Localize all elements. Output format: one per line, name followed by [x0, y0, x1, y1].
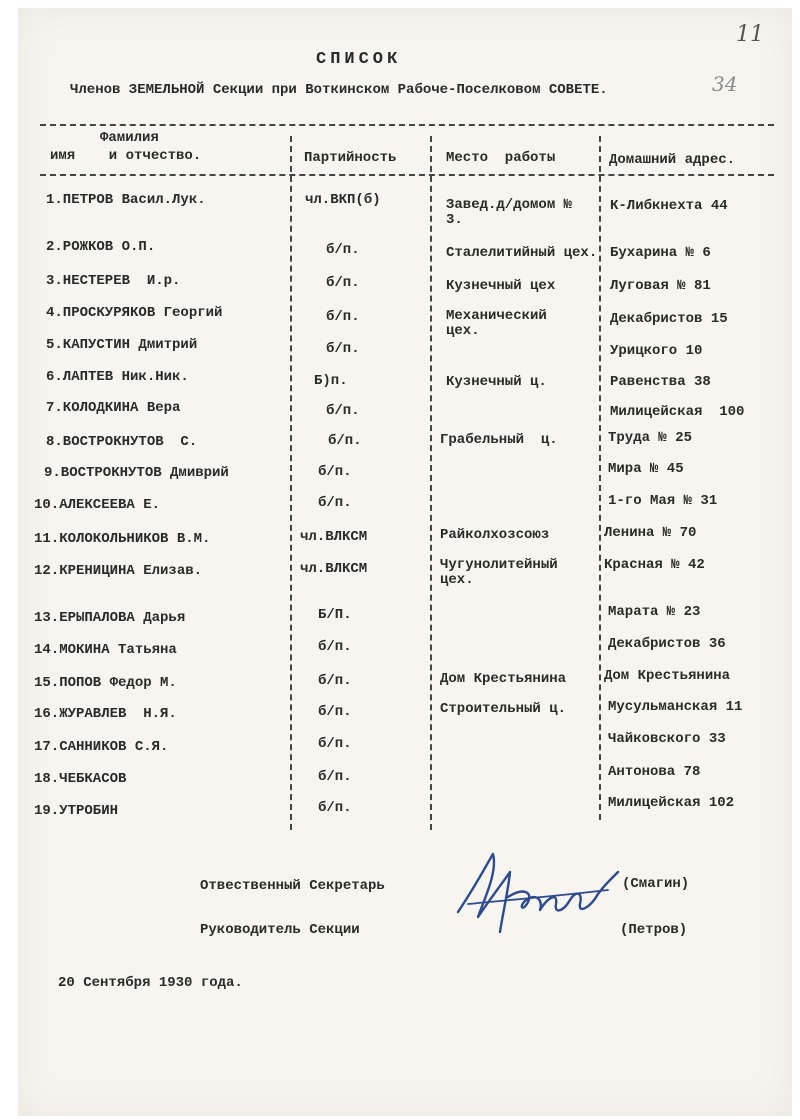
- row-party: б/п.: [318, 736, 352, 752]
- row-address: Марата № 23: [608, 604, 701, 620]
- column-divider-3: [599, 136, 601, 820]
- head-name: (Петров): [620, 922, 688, 938]
- row-work: Кузнечный ц.: [446, 374, 547, 390]
- row-name: 13.ЕРЫПАЛОВА Дарья: [34, 610, 186, 626]
- row-name: 9.ВОСТРОКНУТОВ Дмиврий: [44, 465, 229, 481]
- row-party: б/п.: [326, 403, 360, 419]
- row-name: 5.КАПУСТИН Дмитрий: [46, 337, 198, 353]
- head-label: Руководитель Секции: [200, 922, 360, 938]
- row-party: чл.ВЛКСМ: [300, 561, 368, 577]
- table-top-rule: [40, 124, 774, 126]
- row-name: 19.УТРОБИН: [34, 803, 119, 819]
- row-name: 14.МОКИНА Татьяна: [34, 642, 177, 658]
- row-party: б/п.: [318, 639, 352, 655]
- row-name: 6.ЛАПТЕВ Ник.Ник.: [46, 369, 189, 385]
- row-party: б/п.: [326, 275, 360, 291]
- row-address: Декабристов 36: [608, 636, 726, 652]
- row-name: 2.РОЖКОВ О.П.: [46, 239, 156, 255]
- page-number: 11: [736, 22, 764, 47]
- column-divider-2: [430, 136, 432, 830]
- row-work: Строительный ц.: [440, 701, 567, 717]
- row-party: б/п.: [318, 800, 352, 816]
- row-name: 11.КОЛОКОЛЬНИКОВ В.М.: [34, 531, 211, 547]
- row-party: б/п.: [326, 242, 360, 258]
- row-name: 12.КРЕНИЦИНА Елизав.: [34, 563, 203, 579]
- row-party: б/п.: [318, 673, 352, 689]
- row-party: б/п.: [326, 341, 360, 357]
- header-name-line2: имя и отчество.: [50, 148, 202, 164]
- column-divider-1: [290, 136, 292, 830]
- row-address: Ленина № 70: [604, 525, 697, 541]
- row-party: б/п.: [326, 309, 360, 325]
- row-party: б/п.: [318, 704, 352, 720]
- row-name: 18.ЧЕБКАСОВ: [34, 771, 127, 787]
- row-address: Луговая № 81: [610, 278, 711, 294]
- row-address: Декабристов 15: [610, 311, 728, 327]
- row-name: 3.НЕСТЕРЕВ И.р.: [46, 273, 181, 289]
- header-party: Партийность: [304, 150, 397, 166]
- document-date: 20 Сентября 1930 года.: [58, 975, 243, 991]
- document-subtitle: Членов ЗЕМЕЛЬНОЙ Секции при Воткинском Рабоче-Поселковом СОВЕТЕ.: [70, 82, 608, 98]
- row-address: Дом Крестьянина: [604, 668, 731, 684]
- row-address: Антонова 78: [608, 764, 701, 780]
- row-party: чл.ВКП(б): [305, 192, 381, 208]
- header-bottom-rule: [40, 174, 774, 176]
- row-name: 17.САННИКОВ С.Я.: [34, 739, 169, 755]
- row-party: б/п.: [318, 495, 352, 511]
- row-address: Красная № 42: [604, 557, 705, 573]
- row-address: Чайковского 33: [608, 731, 726, 747]
- row-address: Труда № 25: [608, 430, 693, 446]
- row-work: Чугунолитейный цех.: [440, 557, 558, 588]
- row-address: Урицкого 10: [610, 343, 703, 359]
- header-work: Место работы: [446, 150, 556, 166]
- row-name: 7.КОЛОДКИНА Вера: [46, 400, 181, 416]
- row-name: 4.ПРОСКУРЯКОВ Георгий: [46, 305, 223, 321]
- row-party: б/п.: [318, 769, 352, 785]
- header-address: Домашний адрес.: [609, 152, 736, 168]
- row-address: Равенства 38: [610, 374, 711, 390]
- row-work: Сталелитийный цех.: [446, 245, 598, 261]
- row-party: чл.ВЛКСМ: [300, 529, 368, 545]
- row-work: Механический цех.: [446, 308, 547, 339]
- row-address: Милицейская 102: [608, 795, 735, 811]
- row-address: Милицейская 100: [610, 404, 745, 420]
- row-work: Грабельный ц.: [440, 432, 558, 448]
- row-name: 8.ВОСТРОКНУТОВ С.: [46, 434, 198, 450]
- document-title: СПИСОК: [316, 50, 402, 69]
- secretary-label: Отвественный Секретарь: [200, 878, 385, 894]
- row-name: 16.ЖУРАВЛЕВ Н.Я.: [34, 706, 177, 722]
- handwritten-signature: [448, 842, 628, 942]
- row-work: Дом Крестьянина: [440, 671, 567, 687]
- row-party: б/п.: [328, 433, 362, 449]
- row-address: Мусульманская 11: [608, 699, 743, 715]
- row-name: 15.ПОПОВ Федор М.: [34, 675, 177, 691]
- row-work: Райколхозсоюз: [440, 527, 550, 543]
- row-party: Б/П.: [318, 607, 352, 623]
- secretary-name: (Смагин): [622, 876, 690, 892]
- row-address: Бухарина № 6: [610, 245, 711, 261]
- row-party: Б)п.: [314, 373, 348, 389]
- row-name: 1.ПЕТРОВ Васил.Лук.: [46, 192, 206, 208]
- row-party: б/п.: [318, 464, 352, 480]
- row-work: Завед.д/домом № 3.: [446, 197, 573, 228]
- row-address: 1-го Мая № 31: [608, 493, 718, 509]
- archive-stamp-number: 34: [712, 72, 738, 96]
- header-name-line1: Фамилия: [100, 130, 159, 146]
- row-work: Кузнечный цех: [446, 278, 556, 294]
- row-name: 10.АЛЕКСЕЕВА Е.: [34, 497, 161, 513]
- row-address: Мира № 45: [608, 461, 684, 477]
- row-address: К-Либкнехта 44: [610, 198, 728, 214]
